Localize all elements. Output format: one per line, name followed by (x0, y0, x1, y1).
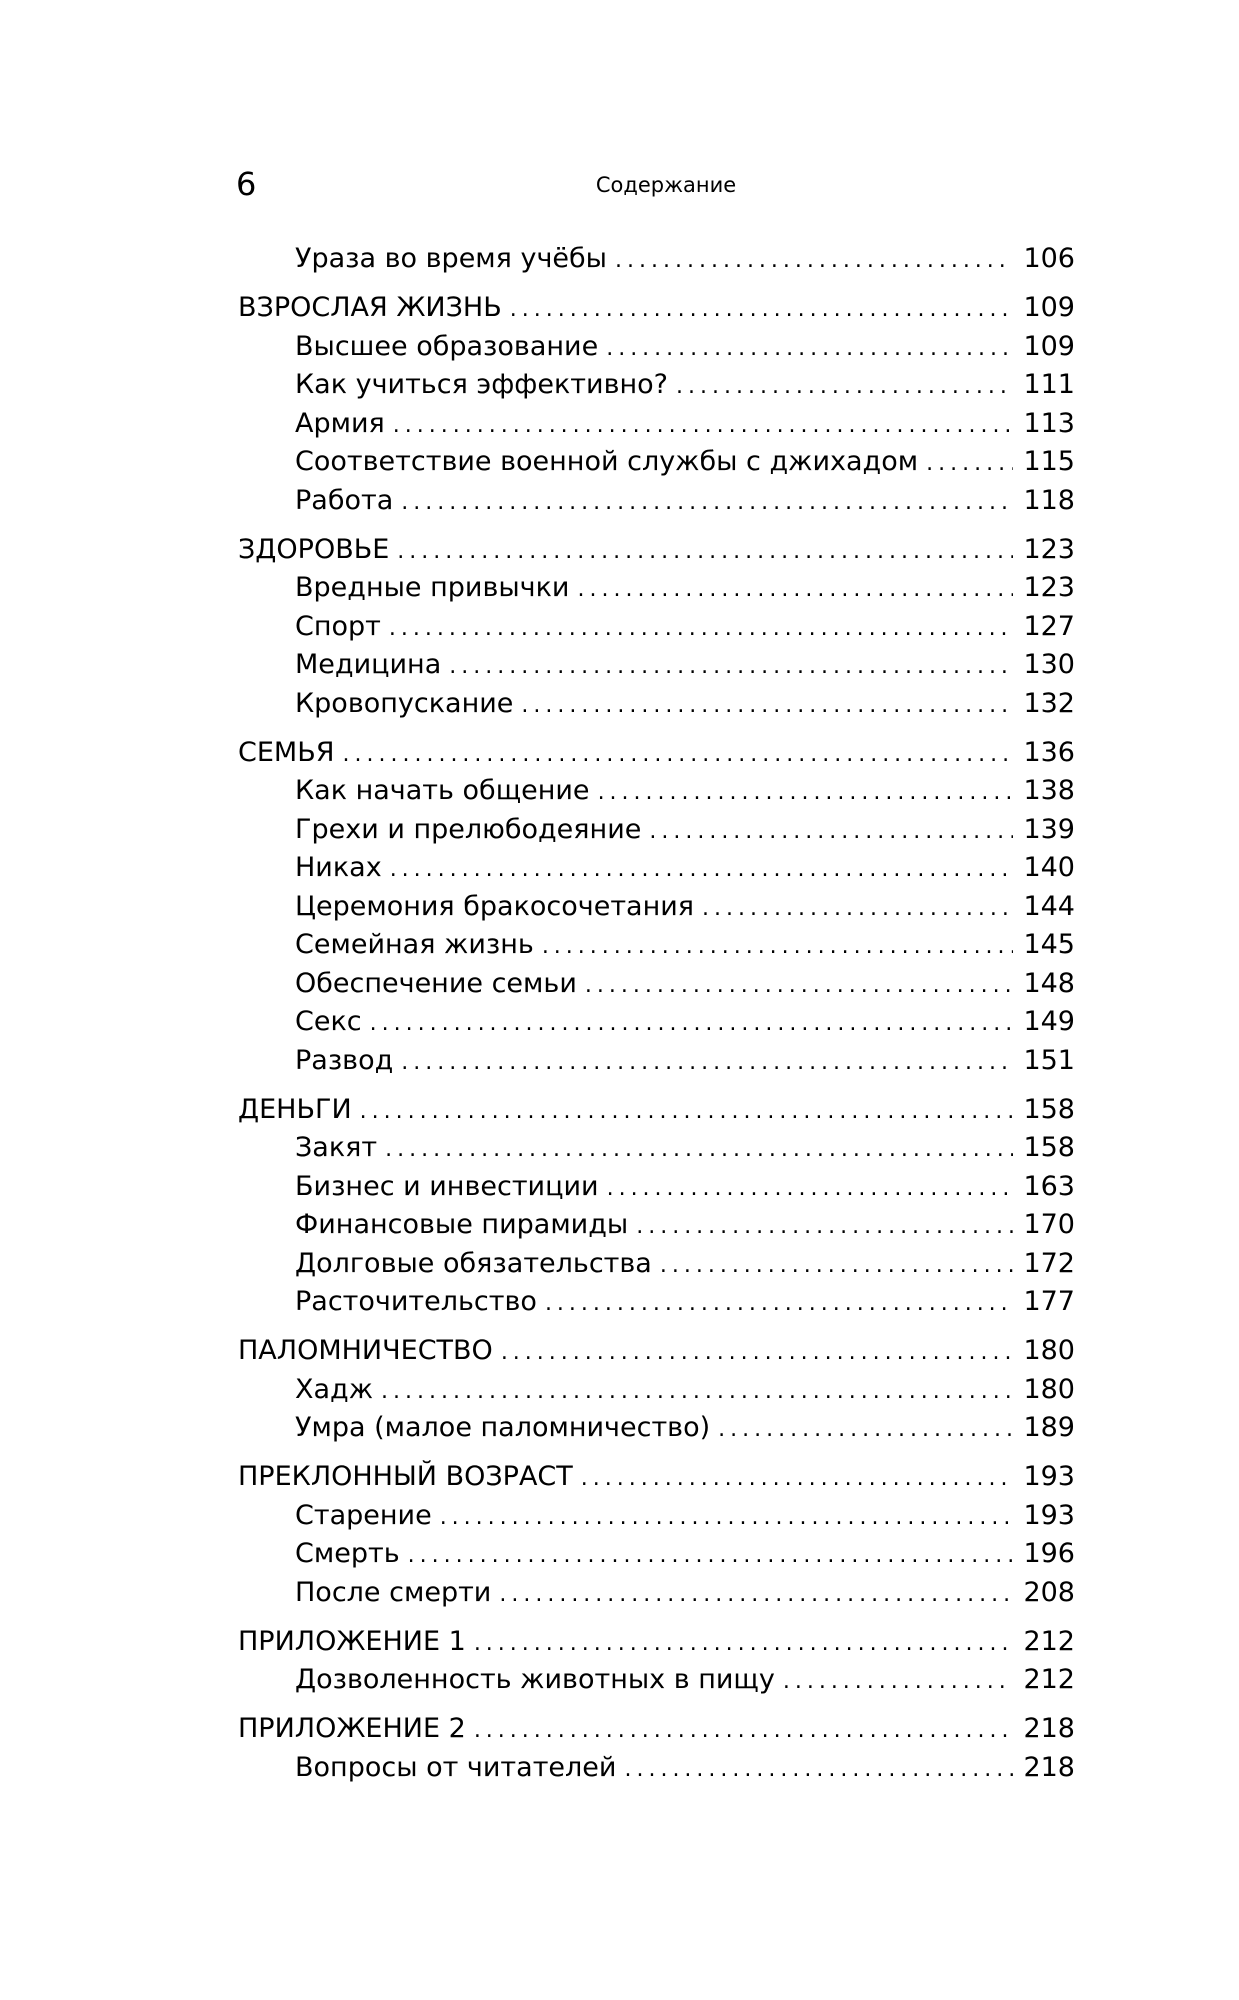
toc-entry-page: 144 (1023, 890, 1075, 922)
toc-entry-title: ПРЕКЛОННЫЙ ВОЗРАСТ (238, 1461, 573, 1492)
toc-entry-page: 115 (1023, 446, 1075, 477)
toc-subsection-entry[interactable] (238, 926, 1075, 965)
toc-subsection-entry[interactable] (238, 1206, 1075, 1245)
toc-entry-title: Бизнес и инвестиции (295, 1170, 599, 1202)
toc-subsection-entry[interactable] (238, 1661, 1075, 1700)
toc-entry-title: ПАЛОМНИЧЕСТВО (238, 1335, 493, 1366)
toc-subsection-entry[interactable] (238, 685, 1075, 724)
toc-entry-title: Как начать общение (295, 775, 590, 806)
dot-leader (501, 1334, 1013, 1373)
dot-leader (440, 1499, 1013, 1538)
toc-subsection-entry[interactable] (238, 1497, 1075, 1536)
dot-leader (542, 928, 1013, 967)
toc-entry-page: 127 (1023, 610, 1075, 642)
toc-entry-title: Никах (295, 852, 382, 883)
toc-entry-page: 212 (1023, 1664, 1075, 1695)
toc-entry-title: Семейная жизнь (295, 929, 534, 960)
dot-leader (702, 890, 1013, 929)
toc-entry-title: Церемония бракосочетания (295, 890, 695, 922)
dot-leader (676, 368, 1013, 407)
toc-entry-page: 158 (1023, 1132, 1075, 1163)
toc-entry-title: ВЗРОСЛАЯ ЖИЗНЬ (238, 292, 502, 323)
running-title: Содержание (595, 173, 737, 197)
toc-subsection-entry[interactable] (238, 1168, 1075, 1207)
dot-leader (660, 1247, 1013, 1286)
toc-entry-title: Смерть (295, 1538, 400, 1569)
toc-entry-page: 136 (1023, 736, 1075, 768)
toc-entry-title: Расточительство (295, 1286, 537, 1317)
toc-entry-title: ПРИЛОЖЕНИЕ 2 (238, 1713, 466, 1744)
toc-entry-title: Работа (295, 484, 394, 516)
toc-section-entry[interactable] (238, 734, 1075, 773)
toc-entry-page: 130 (1023, 649, 1075, 680)
toc-entry-title: Хадж (295, 1373, 374, 1405)
dot-leader (545, 1285, 1013, 1324)
dot-leader (397, 533, 1013, 572)
toc-entry-page: 193 (1023, 1499, 1075, 1531)
toc-entry-page: 193 (1023, 1461, 1075, 1492)
toc-entry-page: 111 (1023, 369, 1075, 400)
toc-entry-title: ПРИЛОЖЕНИЕ 1 (238, 1625, 466, 1657)
dot-leader (381, 1373, 1013, 1412)
toc-entry-title: Кровопускание (295, 687, 514, 719)
toc-entry-title: Вопросы от читателей (295, 1751, 617, 1783)
toc-subsection-entry[interactable] (238, 1535, 1075, 1574)
dot-leader (408, 1537, 1013, 1576)
toc-entry-page: 132 (1023, 687, 1075, 719)
dot-leader (370, 1005, 1013, 1044)
dot-leader (624, 1751, 1013, 1790)
toc-subsection-entry[interactable] (238, 772, 1075, 811)
toc-subsection-entry[interactable] (238, 240, 1075, 279)
toc-subsection-entry[interactable] (238, 569, 1075, 608)
toc-entry-title: Закят (295, 1132, 378, 1163)
toc-entry-page: 172 (1023, 1247, 1075, 1279)
toc-subsection-entry[interactable] (238, 849, 1075, 888)
toc-entry-page: 170 (1023, 1209, 1075, 1240)
dot-leader (783, 1663, 1013, 1702)
toc-entry-page: 109 (1023, 330, 1075, 362)
dot-leader (607, 1170, 1013, 1209)
toc-entry-title: Старение (295, 1499, 432, 1531)
dot-leader (389, 610, 1013, 649)
toc-entry-page: 212 (1023, 1625, 1075, 1657)
toc-entry-title: После смерти (295, 1576, 492, 1608)
toc-entry-title: Соответствие военной службы с джихадом (295, 446, 919, 477)
toc-entry-title: Грехи и прелюбодеяние (295, 813, 642, 845)
toc-entry-title: Умра (малое паломничество) (295, 1412, 711, 1443)
dot-leader (581, 1460, 1013, 1499)
dot-leader (390, 851, 1013, 890)
dot-leader (499, 1576, 1013, 1615)
toc-entry-page: 118 (1023, 484, 1075, 516)
dot-leader (718, 1411, 1013, 1450)
dot-leader (401, 484, 1013, 523)
toc-section-entry[interactable] (238, 1710, 1075, 1749)
dot-leader (636, 1208, 1013, 1247)
toc-entry-page: 177 (1023, 1286, 1075, 1317)
toc-subsection-entry[interactable] (238, 405, 1075, 444)
toc-entry-title: Развод (295, 1044, 394, 1076)
toc-subsection-entry[interactable] (238, 482, 1075, 521)
toc-section-entry[interactable] (238, 1091, 1075, 1130)
toc-entry-page: 189 (1023, 1412, 1075, 1443)
dot-leader (474, 1625, 1013, 1664)
page-number: 6 (236, 165, 257, 203)
toc-entry-title: СЕМЬЯ (238, 736, 335, 768)
dot-leader (521, 687, 1013, 726)
toc-subsection-entry[interactable] (238, 1003, 1075, 1042)
toc-entry-title: ДЕНЬГИ (238, 1093, 352, 1125)
toc-entry-page: 145 (1023, 929, 1075, 960)
table-of-contents (238, 240, 1075, 1787)
toc-subsection-entry[interactable] (238, 443, 1075, 482)
toc-entry-page: 123 (1023, 572, 1075, 603)
toc-subsection-entry[interactable] (238, 1245, 1075, 1284)
toc-entry-title: Финансовые пирамиды (295, 1209, 629, 1240)
dot-leader (926, 445, 1013, 484)
toc-entry-page: 140 (1023, 852, 1075, 883)
toc-entry-page: 180 (1023, 1335, 1075, 1366)
toc-entry-page: 180 (1023, 1373, 1075, 1405)
toc-entry-title: Ураза во время учёбы (295, 243, 608, 274)
toc-subsection-entry[interactable] (238, 1283, 1075, 1322)
toc-entry-title: Обеспечение семьи (295, 967, 577, 999)
toc-entry-page: 139 (1023, 813, 1075, 845)
dot-leader (360, 1093, 1013, 1132)
toc-subsection-entry[interactable] (238, 1042, 1075, 1081)
dot-leader (606, 330, 1013, 369)
dot-leader (598, 774, 1013, 813)
toc-entry-title: Армия (295, 407, 385, 439)
toc-entry-page: 113 (1023, 407, 1075, 439)
toc-subsection-entry[interactable] (238, 1574, 1075, 1613)
toc-entry-title: Долговые обязательства (295, 1247, 652, 1279)
toc-subsection-entry[interactable] (238, 328, 1075, 367)
toc-entry-page: 163 (1023, 1170, 1075, 1202)
toc-entry-page: 149 (1023, 1006, 1075, 1037)
dot-leader (585, 967, 1013, 1006)
dot-leader (385, 1131, 1013, 1170)
toc-subsection-entry[interactable] (238, 1409, 1075, 1448)
toc-section-entry[interactable] (238, 1458, 1075, 1497)
toc-entry-page: 218 (1023, 1713, 1075, 1744)
toc-section-entry[interactable] (238, 1623, 1075, 1662)
toc-entry-title: Дозволенность животных в пищу (295, 1664, 775, 1695)
dot-leader (510, 291, 1013, 330)
toc-entry-page: 218 (1023, 1751, 1075, 1783)
toc-section-entry[interactable] (238, 289, 1075, 328)
toc-subsection-entry[interactable] (238, 811, 1075, 850)
toc-entry-page: 109 (1023, 292, 1075, 323)
toc-entry-page: 151 (1023, 1044, 1075, 1076)
dot-leader (474, 1712, 1013, 1751)
toc-entry-title: Медицина (295, 649, 442, 680)
dot-leader (649, 813, 1013, 852)
toc-subsection-entry[interactable] (238, 1371, 1075, 1410)
toc-entry-page: 196 (1023, 1538, 1075, 1569)
toc-section-entry[interactable] (238, 531, 1075, 570)
toc-entry-title: Секс (295, 1006, 362, 1037)
toc-entry-title: Как учиться эффективно? (295, 369, 668, 400)
dot-leader (401, 1044, 1013, 1083)
toc-entry-page: 106 (1023, 243, 1075, 274)
toc-entry-title: Высшее образование (295, 330, 599, 362)
toc-entry-page: 208 (1023, 1576, 1075, 1608)
toc-entry-page: 123 (1023, 533, 1075, 565)
toc-entry-page: 148 (1023, 967, 1075, 999)
dot-leader (449, 648, 1013, 687)
page-header (236, 160, 1076, 210)
toc-entry-page: 138 (1023, 775, 1075, 806)
dot-leader (343, 736, 1014, 775)
toc-subsection-entry[interactable] (238, 1749, 1075, 1788)
toc-subsection-entry[interactable] (238, 1129, 1075, 1168)
toc-subsection-entry[interactable] (238, 366, 1075, 405)
toc-entry-title: Вредные привычки (295, 572, 570, 603)
toc-subsection-entry[interactable] (238, 608, 1075, 647)
toc-entry-page: 158 (1023, 1093, 1075, 1125)
dot-leader (615, 242, 1013, 281)
toc-section-entry[interactable] (238, 1332, 1075, 1371)
toc-entry-title: ЗДОРОВЬЕ (238, 533, 390, 565)
dot-leader (577, 571, 1013, 610)
toc-entry-title: Спорт (295, 610, 381, 642)
dot-leader (393, 407, 1013, 446)
toc-subsection-entry[interactable] (238, 646, 1075, 685)
toc-subsection-entry[interactable] (238, 888, 1075, 927)
toc-subsection-entry[interactable] (238, 965, 1075, 1004)
